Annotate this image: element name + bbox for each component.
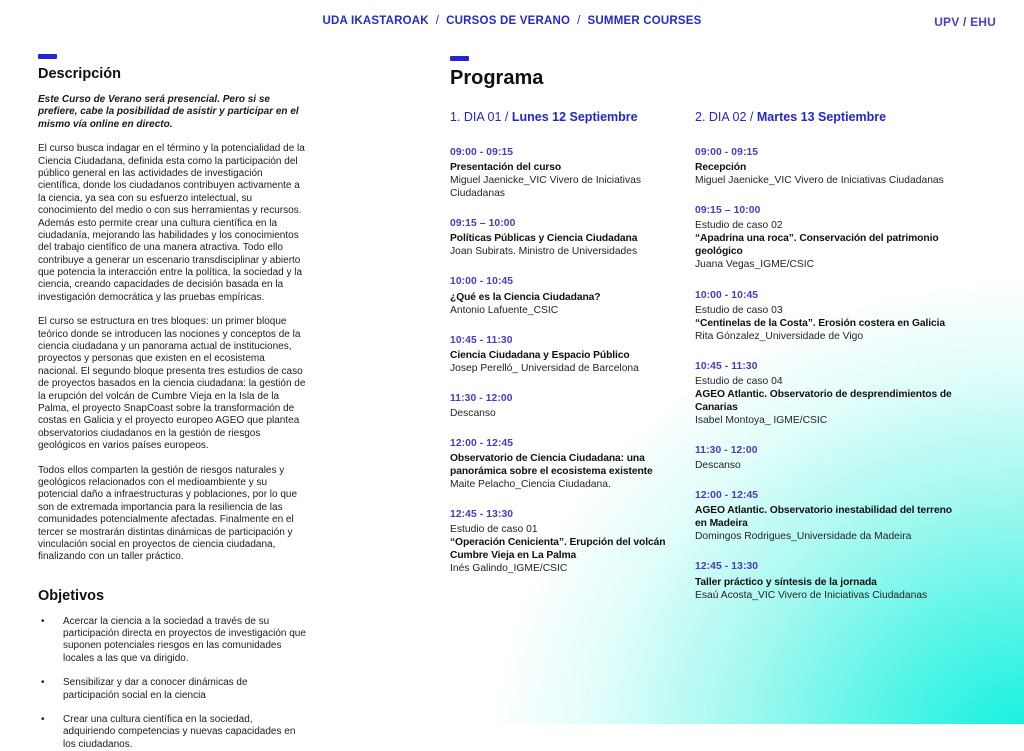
session-entry [695, 289, 965, 343]
upv-ehu-logo: UPV / EHU [934, 15, 996, 29]
objective-item [38, 616, 306, 666]
objective-item [38, 714, 306, 751]
session-speaker: Inés Galindo_IGME/CSIC [450, 563, 568, 575]
session-time: 12:45 - 13:30 [450, 509, 514, 521]
bullet-marker: • [41, 615, 45, 627]
objective-text: Crear una cultura científica en la sociedad, adquiriendo competencias y nuevas capacidades en los ciudadanos. [63, 714, 296, 750]
page-header [0, 0, 1024, 46]
objectives-list [38, 616, 306, 751]
day-2-sessions [695, 146, 965, 602]
day-2-header [695, 110, 965, 124]
header-separator: / [435, 15, 440, 27]
session-speaker: Maite Pelacho_Ciencia Ciudadana. [450, 479, 611, 491]
description-paragraph: El curso se estructura en tres bloques: un primer bloque teórico donde se introducen las nociones y conceptos de la ciencia ciudadana y un panorama actual de instituciones, proyectos y personas que existen en el ecosistema nacional. El segundo bloque presenta tres estudios de caso de proyectos basados en la ciencia ciudadana: la gestión de la erupción del volcán de Cumbre Vieja en la Isla de la Palma, el proyecto SnapCoast sobre la transformación de costas en Galicia y el proyecto europeo AGEO que plantea observatorios ciudadanos en la gestión de riesgos geológicos en varios países europeos. [38, 316, 306, 452]
day-1-column [450, 110, 695, 619]
session-time: 09:00 - 09:15 [695, 147, 759, 158]
session-entry [450, 508, 695, 575]
accent-dash [450, 56, 469, 61]
day-1-label: 1. DIA 01 / [450, 110, 509, 124]
session-time: 12:00 - 12:45 [695, 490, 759, 502]
session-entry [695, 146, 965, 187]
program-days [450, 110, 990, 619]
session-title: Presentación del curso [450, 162, 562, 174]
day-2-column [695, 110, 965, 619]
session-entry [450, 392, 695, 420]
day-1-sessions [450, 146, 695, 576]
session-time: 09:15 – 10:00 [695, 205, 761, 217]
session-pretitle: Estudio de caso 04 [695, 375, 783, 387]
session-pretitle: Descanso [450, 407, 496, 419]
session-time: 09:00 - 09:15 [450, 147, 514, 158]
bullet-marker: • [41, 677, 45, 689]
objective-text: Acercar la ciencia a la sociedad a través de su participación directa en proyectos de investigación que suponen potenciales riesgos en las comunidades locales a las que va dirigido. [63, 615, 306, 664]
day-2-date: Martes 13 Septiembre [756, 110, 887, 124]
description-intro: Este Curso de Verano será presencial. Pero si se prefiere, cabe la posibilidad de asistir y participar en el mismo vía online en directo. [38, 94, 299, 130]
session-entry [695, 204, 965, 271]
session-entry [695, 489, 965, 543]
session-speaker: Isabel Montoya_ IGME/CSIC [695, 415, 828, 426]
session-entry [450, 146, 695, 200]
description-paragraph: El curso busca indagar en el término y la potencialidad de la Ciencia Ciudadana, definida esta como la participación del público general en las actividades de investigación científica, donde los ciudadanos contribuyen activamente a la ciencia, ya sea con su esfuerzo intelectual, su conocimiento del medio o con sus herramientas y recursos. Además esto permite crear una cultura científica en la ciudadanía, mejorando las habilidades y los conocimientos del trabajo científico de una manera atractiva. Todo ello contribuye a generar un escenario transdisciplinar y abierto que potencia la interacción entre la política, la sociedad y la ciencia, creando capacidades de decisión basada en la investigación democrática y las pruebas empíricas. [38, 143, 305, 303]
session-pretitle: Estudio de caso 03 [695, 304, 783, 316]
session-title: Recepción [695, 162, 747, 174]
session-time: 10:00 - 10:45 [450, 276, 514, 288]
bullet-marker: • [41, 714, 45, 726]
day-1-date: Lunes 12 Septiembre [511, 110, 638, 124]
objective-text: Sensibilizar y dar a conocer dinámicas de participación social en la ciencia [63, 677, 248, 701]
header-title-spanish: CURSOS DE VERANO [446, 15, 571, 27]
session-title: ¿Qué es la Ciencia Ciudadana? [450, 291, 601, 303]
session-time: 10:45 - 11:30 [695, 360, 758, 372]
session-title: Políticas Públicas y Ciencia Ciudadana [450, 233, 638, 245]
objective-item [38, 677, 306, 702]
session-pretitle: Estudio de caso 01 [450, 524, 538, 536]
session-entry [450, 217, 695, 258]
session-entry [450, 334, 695, 375]
session-title: AGEO Atlantic. Observatorio de desprendimientos de Canarias [695, 388, 952, 413]
description-paragraphs [38, 143, 306, 564]
session-entry [450, 275, 695, 316]
session-speaker: Joan Subirats. Ministro de Universidades [450, 246, 638, 258]
session-speaker: Juana Vegas_IGME/CSIC [695, 259, 815, 271]
session-speaker: Domingos Rodrigues_Universidade da Madeira [695, 531, 912, 543]
session-title: Observatorio de Ciencia Ciudadana: una panorámica sobre el ecosistema existente [450, 453, 653, 478]
session-title: “Centinelas de la Costa”. Erosión costera en Galicia [695, 317, 946, 329]
session-entry [695, 360, 965, 427]
session-speaker: Josep Perelló_ Universidad de Barcelona [450, 362, 639, 374]
session-speaker: Miguel Jaenicke_VIC Vivero de Iniciativas Ciudadanas [450, 175, 641, 200]
program-section [450, 56, 990, 619]
description-section [38, 54, 306, 751]
description-heading: Descripción [38, 66, 121, 82]
session-title: Ciencia Ciudadana y Espacio Público [450, 349, 630, 361]
session-time: 12:45 - 13:30 [695, 561, 759, 573]
session-pretitle: Descanso [695, 460, 741, 472]
session-title: “Operación Cenicienta”. Erupción del volcán Cumbre Vieja en La Palma [450, 537, 666, 562]
session-entry [695, 560, 965, 601]
accent-dash [38, 54, 57, 59]
program-heading: Programa [450, 67, 544, 89]
day-1-header [450, 110, 695, 124]
session-speaker: Esaú Acosta_VIC Vivero de Iniciativas Ciudadanas [695, 589, 928, 601]
objectives-heading: Objetivos [38, 587, 105, 604]
session-speaker: Miguel Jaenicke_VIC Vivero de Iniciativas Ciudadanas [695, 175, 944, 187]
day-2-label: 2. DIA 02 / [695, 110, 754, 124]
header-title [0, 15, 1024, 27]
session-time: 09:15 – 10:00 [450, 218, 516, 230]
session-speaker: Antonio Lafuente_CSIC [450, 304, 559, 316]
description-paragraph: Todos ellos comparten la gestión de riesgos naturales y geológicos relacionados con el medioambiente y su potencial daño a infraestructuras y poblaciones, por lo que son de extremada importancia para la resiliencia de las comunidades potencialmente afectadas. Finalmente en el tercer se mostrarán distintas dinámicas de participación y vinculación social en proyectos de ciencia ciudadana, finalizando con un taller práctico. [38, 464, 298, 563]
header-separator: / [577, 15, 581, 27]
session-time: 11:30 - 12:00 [695, 445, 758, 457]
session-title: “Apadrina una roca”. Conservación del patrimonio geológico [695, 233, 939, 258]
session-entry [450, 437, 695, 491]
session-time: 11:30 - 12:00 [450, 392, 513, 404]
session-time: 10:00 - 10:45 [695, 289, 759, 301]
session-pretitle: Estudio de caso 02 [695, 220, 783, 232]
session-time: 12:00 - 12:45 [450, 437, 514, 449]
session-title: Taller práctico y síntesis de la jornada [695, 576, 877, 588]
session-title: AGEO Atlantic. Observatorio inestabilidad del terreno en Madeira [695, 505, 952, 530]
header-title-english: SUMMER COURSES [587, 15, 702, 27]
session-speaker: Rita Gónzalez_Universidade de Vigo [695, 330, 864, 342]
session-entry [695, 444, 965, 472]
header-title-basque: UDA IKASTAROAK [322, 15, 429, 27]
session-time: 10:45 - 11:30 [450, 334, 513, 346]
